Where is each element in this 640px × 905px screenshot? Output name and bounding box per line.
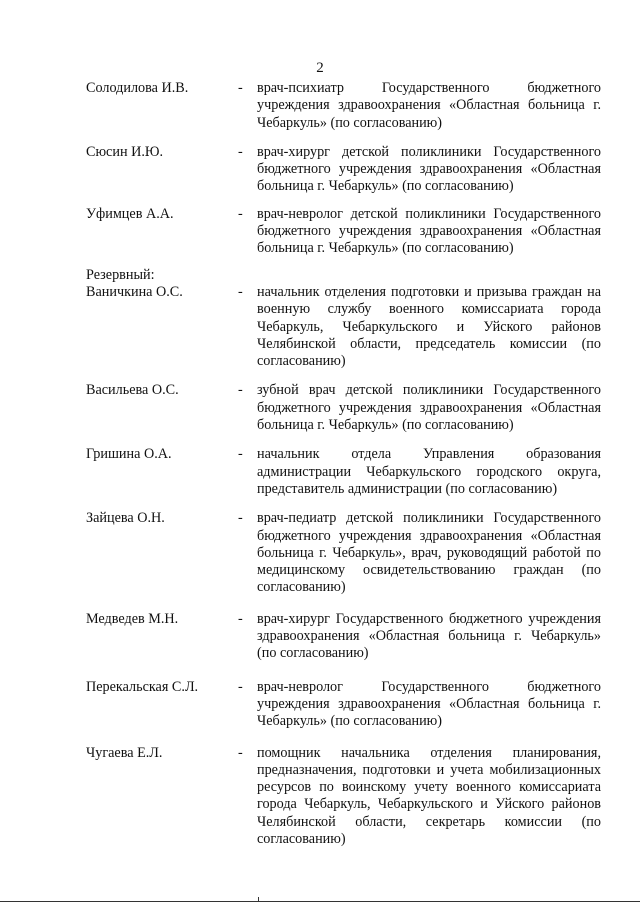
member-entry [86, 144, 601, 196]
member-name: Ваничкина О.С. [86, 283, 183, 300]
member-name: Чугаева Е.Л. [86, 744, 163, 761]
member-position: врач-хирург детской поликлиники Государственного бюджетного учреждения здравоохранения «Областная больница г. Чебаркуль» (по согласованию) [257, 143, 601, 195]
member-name: Зайцева О.Н. [86, 510, 165, 527]
entry-dash: - [238, 283, 243, 300]
entry-dash: - [238, 143, 243, 160]
page-number: 2 [316, 60, 324, 76]
member-name: Гришина О.А. [86, 446, 172, 463]
member-entry [86, 284, 601, 370]
entry-dash: - [238, 678, 243, 695]
member-name: Медведев М.Н. [86, 610, 179, 627]
entry-dash: - [238, 382, 243, 399]
entry-dash: - [238, 744, 243, 761]
member-name: Сюсин И.Ю. [86, 143, 164, 160]
member-entry [86, 446, 601, 498]
member-entry [86, 611, 601, 663]
member-position: врач-педиатр детской поликлиники Государственного бюджетного учреждения здравоохранения «Областная больница г. Чебаркуль», врач, руководящий работой по медицинскому освидетельствованию граждан (по согласованию) [257, 510, 601, 596]
member-position: помощник начальника отделения планирования, предназначения, подготовки и учета мобилизационных ресурсов по воинскому учету военного комиссариата города Чебаркуль, Чебаркульского и Уйского районов Челябинской области, секретарь комиссии (по согласованию) [257, 744, 601, 847]
member-entry [86, 745, 601, 849]
member-name: Перекальская С.Л. [86, 678, 199, 695]
entry-dash: - [238, 510, 243, 527]
member-entry [86, 679, 601, 731]
member-entry [86, 510, 601, 596]
page-bottom-rule [0, 901, 640, 902]
member-entry [86, 80, 601, 132]
commission-member-list [86, 80, 601, 848]
member-position: зубной врач детской поликлиники Государственного бюджетного учреждения здравоохранения «Областная больница г. Чебаркуль» (по согласованию) [257, 382, 601, 434]
entry-dash: - [238, 610, 243, 627]
entry-dash: - [238, 205, 243, 222]
member-position: врач-невролог детской поликлиники Государственного бюджетного учреждения здравоохранения «Областная больница г. Чебаркуль» (по согласованию) [257, 205, 601, 257]
page-bottom-tick [258, 897, 259, 901]
entry-dash: - [238, 80, 243, 96]
member-position: врач-психиатр Государственного бюджетного учреждения здравоохранения «Областная больница г. Чебаркуль» (по согласованию) [257, 80, 601, 131]
member-position: начальник отделения подготовки и призыва граждан на военную службу военного комиссариата города Чебаркуль, Чебаркульского и Уйского районов Челябинской области, председатель комиссии (по согласованию) [257, 283, 601, 370]
member-position: врач-хирург Государственного бюджетного учреждения здравоохранения «Областная больница г. Чебаркуль» (по согласованию) [257, 610, 601, 662]
entry-dash: - [238, 446, 243, 463]
member-position: начальник отдела Управления образования администрации Чебаркульского городского округа, представитель администрации (по согласованию) [257, 446, 601, 497]
member-entry [86, 206, 601, 258]
reserve-section-label: Резервный: [86, 266, 155, 283]
member-name: Уфимцев А.А. [86, 205, 174, 222]
member-entry [86, 382, 601, 434]
member-name: Васильева О.С. [86, 382, 179, 399]
member-name: Солодилова И.В. [86, 80, 189, 96]
member-position: врач-невролог Государственного бюджетного учреждения здравоохранения «Областная больница г. Чебаркуль» (по согласованию) [257, 678, 601, 730]
